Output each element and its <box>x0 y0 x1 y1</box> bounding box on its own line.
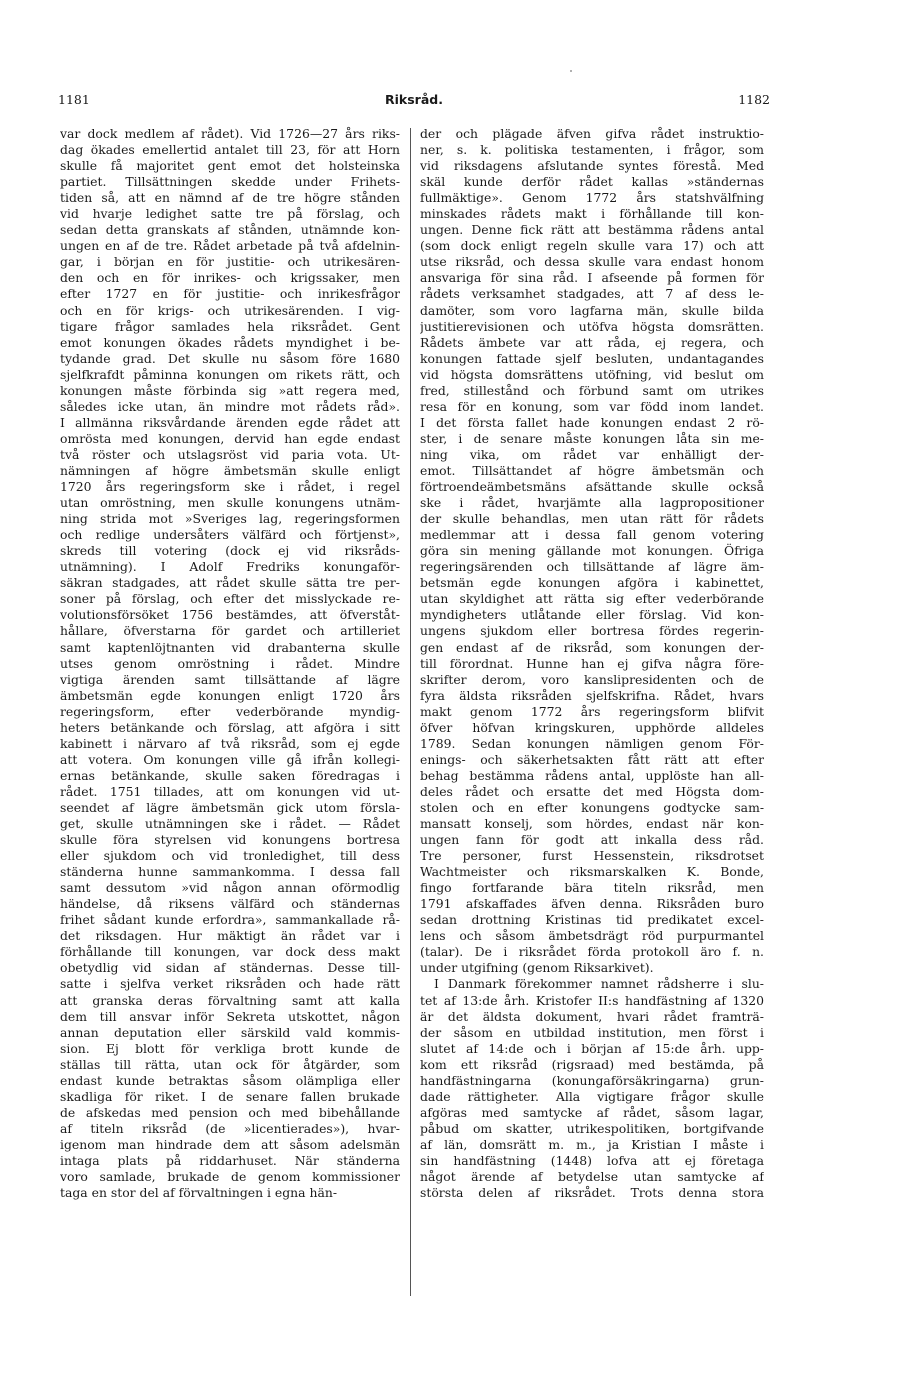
text-line: sedan detta granskats af stånden, utnämnde kon- <box>60 222 400 238</box>
text-line: af titeln riksråd (de »licentierades»), hvar- <box>60 1120 400 1136</box>
text-line: handfästningarna (konungaförsäkringarna) grun- <box>420 1072 764 1088</box>
text-line: tydande grad. Det skulle nu såsom före 1680 <box>60 350 400 366</box>
text-line: förhållande till konungen, var dock dess makt <box>60 944 400 960</box>
page-number-right: 1182 <box>738 92 770 107</box>
text-line: Wachtmeister och riksmarskalken K. Bonde, <box>420 864 764 880</box>
text-line: emot konungen ökades rådets myndighet i be- <box>60 334 400 350</box>
text-line: enings- och säkerhetsakten fått rätt att efter <box>420 751 764 767</box>
text-line: något ärende af betydelse utan samtycke af <box>420 1169 764 1185</box>
text-line: skrifter derom, voro kanslipresidenten och de <box>420 671 764 687</box>
text-line: händelse, då riksens välfärd och ständernas <box>60 896 400 912</box>
text-line: vid hvarje ledighet satte tre på förslag, och <box>60 206 400 222</box>
text-line: der och plägade äfven gifva rådet instruktio- <box>420 126 764 141</box>
text-line: satte i sjelfva verket riksråden och hade rätt <box>60 976 400 992</box>
text-line: var dock medlem af rådet). Vid 1726—27 års riks- <box>60 126 400 141</box>
text-line: skulle få majoritet gent emot det holsteinska <box>60 158 400 174</box>
text-line: under utgifning (genom Riksarkivet). <box>420 960 654 976</box>
text-line: 1789. Sedan konungen nämligen genom För- <box>420 735 764 751</box>
text-line: (som dock enligt regeln skulle vara 17) och att <box>420 238 764 254</box>
text-line: partiet. Tillsättningen skedde under Frihets- <box>60 174 400 190</box>
text-line: af län, domsrätt m. m., ja Kristian I måste i <box>420 1136 764 1152</box>
text-line: det riksdagen. Hur mäktigt än rådet var i <box>60 928 400 944</box>
text-line: och en för krigs- och utrikesärenden. I vig- <box>60 302 400 318</box>
text-line: sion. Ej blott för verkliga brott kunde de <box>60 1040 400 1056</box>
text-line: skadliga för riket. I de senare fallen brukade <box>60 1088 400 1104</box>
text-line: damöter, som voro lagfarna män, skulle bilda <box>420 302 764 318</box>
text-line: fingo fortfarande bära titeln riksråd, men <box>420 880 764 896</box>
text-line: Tre personer, furst Hessenstein, riksdrotset <box>420 848 764 864</box>
text-line: de afskedas med pension och med bibehållande <box>60 1104 400 1120</box>
text-line: endast kunde betraktas såsom olämpliga eller <box>60 1072 400 1088</box>
text-line: regeringsärenden och tillsättande af lägre äm- <box>420 559 764 575</box>
text-line: dag ökades emellertid antalet till 23, för att Horn <box>60 142 400 158</box>
text-line: förtroendeämbetsmäns afsättande skulle också <box>420 479 764 495</box>
text-line: heters betänkande och förslag, att afgöra i sitt <box>60 719 400 735</box>
text-line: fred, stillestånd och förbund samt om utrikes <box>420 382 764 398</box>
text-line: soner på förslag, och efter det misslyckade re- <box>60 591 400 607</box>
text-line: samt dessutom »vid någon annan oförmodlig <box>60 880 400 896</box>
text-line: slutet af 14:de och i början af 15:de årh. upp- <box>420 1040 764 1056</box>
text-line: 1720 års regeringsform ske i rådet, i regel <box>60 479 400 495</box>
column-rule <box>410 128 411 1296</box>
text-line: påbud om skatter, utrikespolitiken, bortgifvande <box>420 1120 764 1136</box>
text-line: efter 1727 en för justitie- och inrikesfrågor <box>60 286 400 302</box>
text-line: rådet. 1751 tillades, att om konungen vid ut- <box>60 783 400 799</box>
text-line: regeringsform, efter vederbörande myndig- <box>60 703 400 719</box>
text-line: afgöras med samtycke af rådet, såsom lagar, <box>420 1104 764 1120</box>
text-line: nämningen af högre ämbetsmän skulle enligt <box>60 462 400 478</box>
text-line: öfver höfvan kringskuren, upphörde alldeles <box>420 719 764 735</box>
page-number-left: 1181 <box>58 92 90 107</box>
text-line: att votera. Om konungen ville gå ifrån kollegi- <box>60 751 400 767</box>
text-line: ernas betänkande, skulle saken föredragas i <box>60 767 400 783</box>
text-line: gar, i början en för justitie- och utrikesären- <box>60 254 400 270</box>
text-line: voro samlade, brukade de genom kommissioner <box>60 1169 400 1185</box>
text-line: dade rättigheter. Alla vigtigare frågor skulle <box>420 1088 764 1104</box>
text-line: till förordnat. Hunne han ej gifva några före- <box>420 655 764 671</box>
text-line: get, skulle utnämningen ske i rådet. — Rådet <box>60 816 400 832</box>
text-line: ungens sjukdom eller bortresa fördes regerin- <box>420 623 764 639</box>
text-line: utse riksråd, och dessa skulle vara endast honom <box>420 254 764 270</box>
text-line: mansatt konselj, som hördes, endast när kon- <box>420 816 764 832</box>
text-line: der skulle behandlas, men utan rätt för rådets <box>420 511 764 527</box>
text-line: rådets verksamhet stadgades, att 7 af dess le- <box>420 286 764 302</box>
text-line: att granska deras förvaltning samt att kalla <box>60 992 400 1008</box>
text-line: sedan drottning Kristinas tid predikatet excel- <box>420 912 764 928</box>
text-line: minskades rådets makt i förhållande till kon- <box>420 206 764 222</box>
text-line: ning strida mot »Sveriges lag, regeringsformen <box>60 511 400 527</box>
text-line: ner, s. k. politiska testamenten, i frågor, som <box>420 142 764 158</box>
text-line: seendet af lägre ämbetsmän gick utom försla- <box>60 799 400 815</box>
text-line: deles rådet och ersatte det med Högsta dom- <box>420 783 764 799</box>
text-line: hållare, öfverstarna för gardet och artilleriet <box>60 623 400 639</box>
left-column <box>60 126 400 1201</box>
text-line: säkran stadgades, att rådet skulle sätta tre per- <box>60 575 400 591</box>
text-line: ungen. Denne fick rätt att bestämma rådens antal <box>420 222 764 238</box>
text-line: vid riksdagens afslutande syntes förestå. Med <box>420 158 764 174</box>
text-line: stolen och en efter konungens godtycke sam- <box>420 799 764 815</box>
text-line: ning vika, om rådet var enhälligt der- <box>420 446 764 462</box>
print-speck <box>570 70 572 72</box>
text-line: tet af 13:de årh. Kristofer II:s handfästning af 1320 <box>420 992 764 1008</box>
text-line: ständerna hunne sammankomma. I dessa fall <box>60 864 400 880</box>
text-line: samt kaptenlöjtnanten vid drabanterna skulle <box>60 639 400 655</box>
text-line: fyra äldsta riksråden sjelfskrifna. Rådet, hvars <box>420 687 764 703</box>
text-line: utan skyldighet att rätta sig efter vederbörande <box>420 591 764 607</box>
text-line: och redlige undersåters välfärd och förtjenst», <box>60 527 400 543</box>
text-line: igenom man hindrade dem att såsom adelsmän <box>60 1136 400 1152</box>
text-line: är det äldsta dokument, hvari rådet framträ- <box>420 1008 764 1024</box>
text-line: utses genom omröstning i rådet. Mindre <box>60 655 400 671</box>
text-line: ställas till rätta, utan ock för åtgärder, som <box>60 1056 400 1072</box>
text-line: vid högsta domsrättens utöfning, vid beslut om <box>420 366 764 382</box>
running-title: Riksråd. <box>385 92 443 107</box>
text-line: gen endast af de riksråd, som konungen der- <box>420 639 764 655</box>
text-line: således icke utan, än mindre mot rådets råd». <box>60 398 400 414</box>
text-line: annan deputation eller särskild vald kommis- <box>60 1024 400 1040</box>
text-line: Rådets ämbete var att råda, ej regera, och <box>420 334 764 350</box>
text-line: frihet sådant kunde erfordra», sammankallade rå- <box>60 912 400 928</box>
text-line: ungen fann för godt att inkalla dess råd. <box>420 832 764 848</box>
text-line: emot. Tillsättandet af högre ämbetsmän och <box>420 462 764 478</box>
text-line: lens och såsom ämbetsdrägt röd purpurmantel <box>420 928 764 944</box>
text-line: ämbetsmän egde konungen enligt 1720 års <box>60 687 400 703</box>
text-line: göra sin mening gällande mot konungen. Öfriga <box>420 543 764 559</box>
text-line: resa för en konung, som var född inom landet. <box>420 398 764 414</box>
text-line: intaga plats på riddarhuset. När ständerna <box>60 1153 400 1168</box>
running-header <box>58 92 770 112</box>
text-line: taga en stor del af förvaltningen i egna hän- <box>60 1185 338 1201</box>
text-line: makt genom 1772 års regeringsform blifvit <box>420 703 764 719</box>
text-line: största delen af riksrådet. Trots denna stora <box>420 1185 764 1201</box>
text-line: den och en för inrikes- och krigssaker, men <box>60 270 400 286</box>
text-line: kabinett i närvaro af två riksråd, som ej egde <box>60 735 400 751</box>
text-line: I allmänna riksvårdande ärenden egde rådet att <box>60 414 400 430</box>
text-line: två röster och utslagsröst vid paria vota. Ut- <box>60 446 400 462</box>
text-line: skreds till votering (dock ej vid riksråds- <box>60 543 400 559</box>
text-line: medlemmar att i dessa fall genom votering <box>420 527 764 543</box>
text-line: tigare frågor samlades hela riksrådet. Gent <box>60 318 400 334</box>
right-column <box>420 126 764 1201</box>
text-line: utan omröstning, men skulle konungens utnäm- <box>60 495 400 511</box>
text-line: I Danmark förekommer namnet rådsherre i slu- <box>434 976 764 992</box>
text-line: sjelfkrafdt påminna konungen om rikets rätt, och <box>60 366 400 382</box>
text-line: der såsom en utbildad institution, men först i <box>420 1024 764 1040</box>
text-line: omrösta med konungen, dervid han egde endast <box>60 430 400 446</box>
text-line: tiden så, att en nämnd af de tre högre stånden <box>60 190 400 206</box>
text-line: fullmäktige». Genom 1772 års statshvälfning <box>420 190 764 206</box>
text-line: 1791 afskaffades äfven denna. Riksråden buro <box>420 896 764 912</box>
text-line: ster, i de senare måste konungen låta sin me- <box>420 430 764 446</box>
text-line: ansvariga för sina råd. I afseende på formen för <box>420 270 764 286</box>
text-line: myndigheters utlåtande eller förslag. Vid kon- <box>420 607 764 623</box>
text-line: kom ett riksråd (rigsraad) med bestämda, på <box>420 1056 764 1072</box>
text-line: konungen måste förbinda sig »att regera med, <box>60 382 400 398</box>
text-line: obetydlig vid sidan af ständernas. Desse till- <box>60 960 400 976</box>
text-line: (talar). De i riksrådet förda protokoll äro f. n. <box>420 944 764 960</box>
text-line: betsmän egde konungen afgöra i kabinettet, <box>420 575 764 591</box>
text-line: konungen fattade sjelf besluten, undantagandes <box>420 350 764 366</box>
text-line: vigtiga ärenden samt tillsättande af lägre <box>60 671 400 687</box>
text-line: dem till ansvar inför Sekreta utskottet, någon <box>60 1008 400 1024</box>
text-line: ungen en af de tre. Rådet arbetade på två afdelnin- <box>60 238 400 254</box>
text-line: ske i rådet, hvarjämte alla lagpropositioner <box>420 495 764 511</box>
text-line: sin handfästning (1448) lofva att ej företaga <box>420 1153 764 1168</box>
text-line: utnämning). I Adolf Fredriks konungaför- <box>60 559 400 575</box>
text-line: eller sjukdom och vid tronledighet, till dess <box>60 848 400 864</box>
text-line: skulle föra styrelsen vid konungens bortresa <box>60 832 400 848</box>
text-line: volutionsförsöket 1756 bestämdes, att öfverståt- <box>60 607 400 623</box>
text-line: behag bestämma rådens antal, upplöste han all- <box>420 767 764 783</box>
text-line: skäl kunde derför rådet kallas »ständernas <box>420 174 764 190</box>
text-line: I det första fallet hade konungen endast 2 rö- <box>420 414 764 430</box>
text-line: justitierevisionen och utöfva högsta domsrätten. <box>420 318 764 334</box>
